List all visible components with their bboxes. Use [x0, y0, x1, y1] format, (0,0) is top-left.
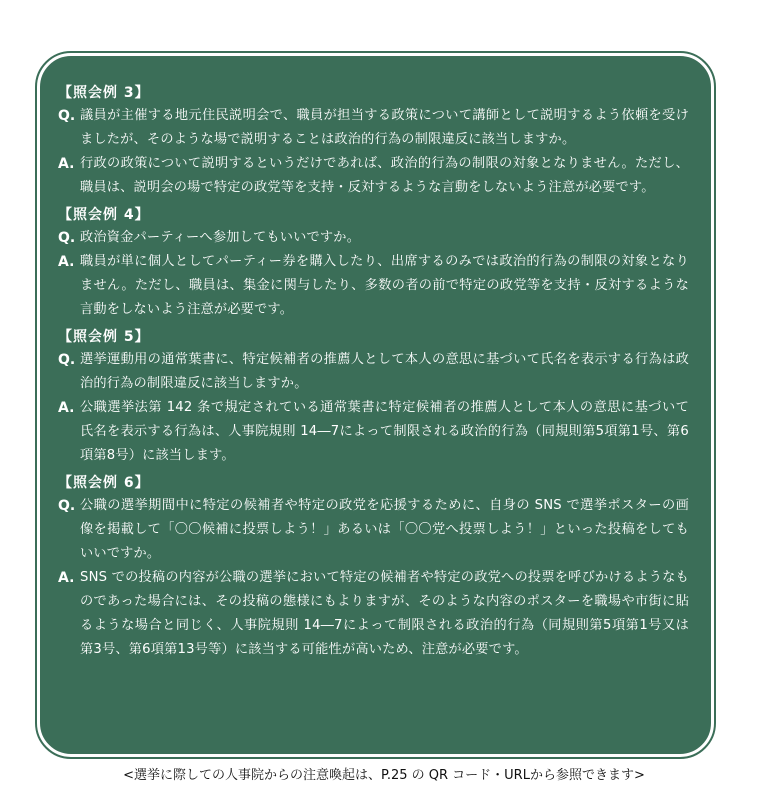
footnote-caption: <選挙に際しての人事院からの注意喚起は、P.25 の QR コード・URLから参照できます> — [123, 768, 645, 783]
question-text: 公職の選挙期間中に特定の候補者や特定の政党を応援するために、自身の SNS で選挙ポスターの画像を掲載して「〇〇候補に投票しよう！」あるいは「〇〇党へ投票しよう！」といった投稿をしてもいいですか。 — [80, 498, 689, 561]
case-5 — [58, 326, 689, 468]
q-mark: Q. — [58, 108, 76, 124]
case-title: 【照会例 3】 — [58, 85, 150, 101]
case-3 — [58, 82, 689, 200]
answer-row — [58, 566, 689, 662]
answer-text: 職員が単に個人としてパーティー券を購入したり、出席するのみでは政治的行為の制限の対象となりません。ただし、職員は、集金に関与したり、多数の者の前で特定の政党等を支持・反対するような言動をしないよう注意が必要です。 — [80, 254, 689, 317]
case-4 — [58, 204, 689, 322]
answer-row — [58, 250, 689, 322]
q-mark: Q. — [58, 352, 76, 368]
question-text: 選挙運動用の通常葉書に、特定候補者の推薦人として本人の意思に基づいて氏名を表示する行為は政治的行為の制限違反に該当しますか。 — [80, 352, 689, 391]
q-mark: Q. — [58, 230, 76, 246]
question-row — [58, 494, 689, 566]
case-title: 【照会例 6】 — [58, 475, 150, 491]
answer-row — [58, 396, 689, 468]
a-mark: A. — [58, 156, 75, 172]
q-mark: Q. — [58, 498, 76, 514]
question-text: 議員が主催する地元住民説明会で、職員が担当する政策について講師として説明するよう依頼を受けましたが、そのような場で説明することは政治的行為の制限違反に該当しますか。 — [80, 108, 689, 147]
case-title: 【照会例 4】 — [58, 207, 150, 223]
question-row — [58, 348, 689, 396]
a-mark: A. — [58, 400, 75, 416]
question-row — [58, 104, 689, 152]
answer-text: 公職選挙法第 142 条で規定されている通常葉書に特定候補者の推薦人として本人の意思に基づいて氏名を表示する行為は、人事院規則 14―7によって制限される政治的行為（同規則第5項第1号、第6項第8号）に該当します。 — [80, 400, 689, 463]
a-mark: A. — [58, 254, 75, 270]
question-row — [58, 226, 689, 250]
qa-board — [37, 53, 714, 757]
case-title: 【照会例 5】 — [58, 329, 150, 345]
case-6 — [58, 472, 689, 662]
question-text: 政治資金パーティーへ参加してもいいですか。 — [80, 230, 361, 245]
answer-row — [58, 152, 689, 200]
answer-text: SNS での投稿の内容が公職の選挙において特定の候補者や特定の政党への投票を呼びかけるようなものであった場合には、その投稿の態様にもよりますが、そのような内容のポスターを職場や市街に貼るような場合と同じく、人事院規則 14―7によって制限される政治的行為（同規則第5項第1号又は第3号、第6項第13号等）に該当する可能性が高いため、注意が必要です。 — [80, 570, 689, 657]
answer-text: 行政の政策について説明するというだけであれば、政治的行為の制限の対象となりません。ただし、職員は、説明会の場で特定の政党等を支持・反対するような言動をしないよう注意が必要です。 — [80, 156, 689, 195]
a-mark: A. — [58, 570, 75, 586]
